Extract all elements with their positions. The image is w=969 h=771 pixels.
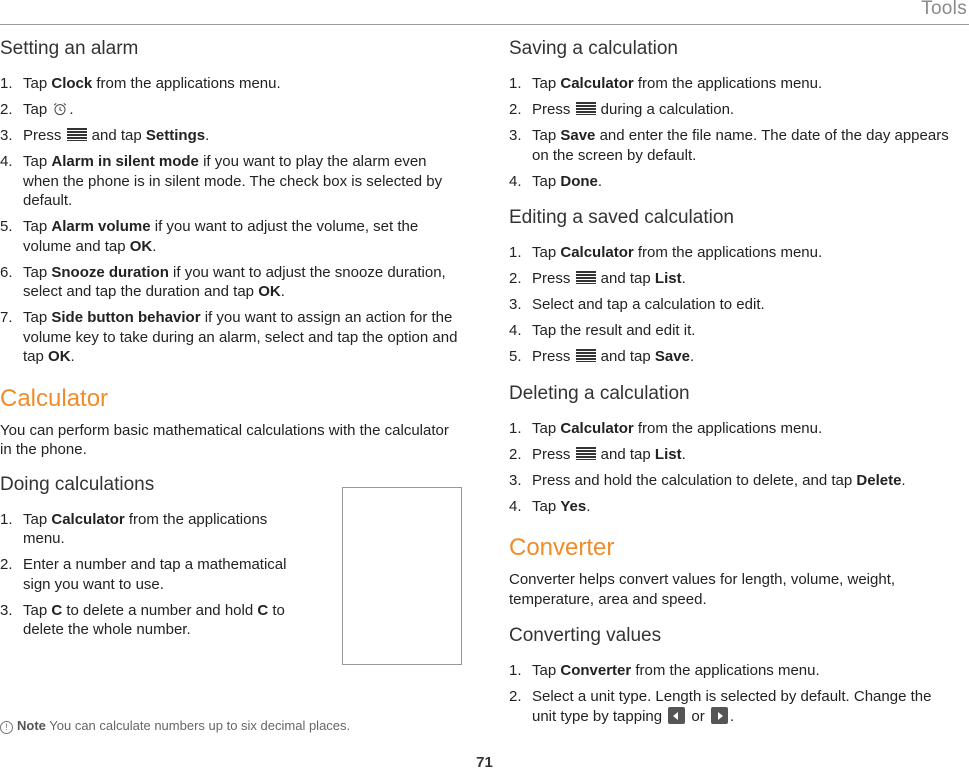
step-text: and tap [596, 445, 655, 463]
info-icon: ! [0, 721, 13, 734]
list-item [509, 172, 954, 192]
deleting-heading: Deleting a calculation [509, 382, 690, 404]
step-text: and tap [87, 127, 146, 144]
step-text: if you want to assign an action for the volume key to take during an alarm, select and tap the option and tap [23, 309, 458, 365]
list-item [0, 263, 462, 302]
ui-term: Converter [560, 662, 632, 679]
step-text: Tap [532, 497, 561, 515]
step-text: from the applications menu. [633, 419, 823, 437]
ui-term: List [654, 445, 682, 463]
step-text: Tap [532, 127, 561, 144]
converter-heading: Converter [509, 534, 615, 561]
step-text: . [69, 101, 74, 118]
step-text: Tap [532, 75, 561, 92]
alarm-steps [0, 74, 462, 367]
editing-heading: Editing a saved calculation [509, 207, 734, 228]
ui-term: Calculator [51, 510, 125, 528]
step-number: 1. [0, 510, 13, 528]
page-number: 71 [476, 754, 493, 771]
ui-term: Clock [51, 75, 93, 92]
step-text: Press [532, 101, 575, 118]
step-text: if you want to adjust the snooze duration, select and tap the duration and tap [23, 263, 446, 300]
header-rule [0, 24, 969, 25]
list-item [0, 308, 462, 367]
list-item [509, 126, 954, 165]
ui-term: Snooze duration [51, 263, 169, 281]
step-text: Tap [23, 153, 52, 170]
step-text: Tap the result and edit it. [532, 322, 696, 339]
step-text: . [70, 348, 75, 365]
ui-term: List [654, 270, 682, 287]
step-text: Tap [532, 244, 561, 261]
step-text: Tap [23, 75, 52, 92]
step-text: if you want to play the alarm even when the phone is in silent mode. The check box is selected by default. [23, 153, 443, 209]
step-text: Tap [532, 662, 561, 679]
step-text: Tap [23, 101, 52, 118]
converter-intro: Converter helps convert values for length, volume, weight, temperature, area and speed. [509, 571, 896, 608]
list-item [509, 269, 954, 289]
step-text: Select a unit type. Length is selected by default. Change the unit type by tapping [532, 688, 932, 725]
step-text: to delete the whole number. [23, 601, 285, 638]
step-number: 3. [509, 471, 522, 489]
step-text: from the applications menu. [23, 510, 268, 547]
step-text: . [729, 707, 735, 725]
step-text: Select and tap a calculation to edit. [532, 296, 765, 313]
step-number: 3. [0, 127, 13, 144]
step-text: Tap [532, 172, 561, 190]
deleting-steps [509, 419, 954, 517]
ui-term: Alarm in silent mode [51, 153, 199, 170]
step-text: to delete a number and hold [62, 601, 258, 619]
step-text: Tap [23, 218, 52, 235]
section-tag: Tools [921, 0, 967, 19]
list-item [0, 217, 462, 256]
list-item [509, 497, 954, 517]
step-number: 4. [509, 172, 522, 190]
doing-calculations-heading: Doing calculations [0, 473, 155, 495]
ui-term: Calculator [560, 75, 634, 92]
calculator-intro: You can perform basic mathematical calculations with the calculator in the phone. [0, 421, 449, 458]
ui-term: Alarm volume [51, 218, 151, 235]
step-text: or [687, 707, 709, 725]
converting-steps [509, 661, 954, 726]
step-number: 3. [509, 296, 522, 313]
step-number: 3. [0, 601, 13, 619]
list-item [509, 74, 954, 94]
list-item [509, 687, 954, 726]
ui-term: C [51, 601, 63, 619]
list-item [0, 555, 288, 594]
step-text: Press [532, 270, 575, 287]
step-number: 4. [509, 322, 522, 339]
step-text: Tap [23, 510, 52, 528]
step-number: 1. [0, 75, 13, 92]
note [0, 718, 350, 734]
step-number: 2. [509, 445, 522, 463]
menu-icon [576, 270, 596, 284]
converting-heading: Converting values [509, 625, 662, 646]
step-number: 5. [509, 348, 522, 365]
saving-steps [509, 74, 954, 191]
list-item [509, 100, 954, 120]
step-text: Tap [23, 601, 52, 619]
ui-term: Side button behavior [51, 309, 201, 326]
step-text: . [901, 471, 906, 489]
list-item [0, 74, 462, 94]
list-item [0, 126, 462, 146]
step-number: 2. [0, 101, 13, 118]
step-text: Press and hold the calculation to delete, and tap [532, 471, 857, 489]
step-text: . [205, 127, 210, 144]
step-text: . [280, 283, 285, 300]
ui-term: C [257, 601, 269, 619]
calculator-heading: Calculator [0, 384, 109, 412]
right-column [509, 38, 954, 742]
step-number: 6. [0, 263, 13, 281]
list-item [509, 243, 954, 263]
step-number: 2. [509, 101, 522, 118]
list-item [509, 471, 954, 491]
step-text: from the applications menu. [633, 75, 823, 92]
ui-term: Save [560, 127, 596, 144]
menu-icon [576, 348, 596, 362]
step-number: 4. [0, 153, 13, 170]
step-number: 1. [509, 75, 522, 92]
calculator-screenshot-placeholder [342, 487, 462, 665]
ui-term: Yes [560, 497, 587, 515]
ui-term: Done [560, 172, 598, 190]
step-text: . [681, 445, 686, 463]
ui-term: OK [48, 348, 71, 365]
step-text: . [681, 270, 686, 287]
ui-term: Delete [856, 471, 902, 489]
step-number: 2. [0, 556, 13, 573]
step-text: . [586, 497, 591, 515]
ui-term: Calculator [560, 419, 634, 437]
step-text: and tap [596, 348, 655, 365]
list-item [509, 295, 954, 315]
ui-term: Save [654, 348, 690, 365]
step-text: Press [532, 445, 575, 463]
step-number: 1. [509, 662, 522, 679]
note-label: Note [17, 718, 46, 733]
step-text: from the applications menu. [633, 244, 823, 261]
step-number: 3. [509, 127, 522, 144]
step-number: 1. [509, 244, 522, 261]
ui-term: OK [258, 283, 281, 300]
list-item [0, 152, 462, 211]
step-text: . [597, 172, 603, 190]
step-number: 2. [509, 270, 522, 287]
ui-term: Calculator [560, 244, 634, 261]
alarm-clock-icon [53, 102, 67, 116]
list-item [509, 661, 954, 681]
step-number: 1. [509, 419, 522, 437]
step-number: 2. [509, 688, 522, 705]
step-text: if you want to adjust the volume, set the volume and tap [23, 218, 419, 255]
step-text: Enter a number and tap a mathematical sign you want to use. [23, 556, 287, 593]
alarm-heading: Setting an alarm [0, 38, 139, 59]
step-text: from the applications menu. [92, 75, 281, 92]
note-text: You can calculate numbers up to six decimal places. [49, 718, 351, 733]
ui-term: Settings [145, 127, 206, 144]
step-text: . [152, 237, 157, 255]
list-item [0, 100, 462, 120]
step-number: 7. [0, 309, 13, 326]
menu-icon [576, 101, 596, 115]
step-text: during a calculation. [596, 101, 735, 118]
step-text: . [689, 348, 695, 365]
left-arrow-icon [668, 707, 685, 724]
step-text: Tap [23, 263, 52, 281]
step-text: Press [23, 127, 66, 144]
menu-icon [576, 446, 596, 460]
step-text: Tap [23, 309, 52, 326]
right-arrow-icon [711, 707, 728, 724]
list-item [509, 347, 954, 367]
step-text: and tap [596, 270, 655, 287]
menu-icon [67, 127, 87, 141]
step-number: 5. [0, 218, 13, 235]
step-text: Press [532, 348, 575, 365]
step-text: from the applications menu. [631, 662, 820, 679]
step-text: and enter the file name. The date of the day appears on the screen by default. [532, 127, 949, 164]
list-item [0, 510, 288, 549]
list-item [509, 419, 954, 439]
list-item [0, 601, 288, 640]
step-text: Tap [532, 419, 561, 437]
list-item [509, 321, 954, 341]
ui-term: OK [129, 237, 153, 255]
saving-heading: Saving a calculation [509, 38, 678, 59]
list-item [509, 445, 954, 465]
editing-steps [509, 243, 954, 367]
step-number: 4. [509, 497, 522, 515]
